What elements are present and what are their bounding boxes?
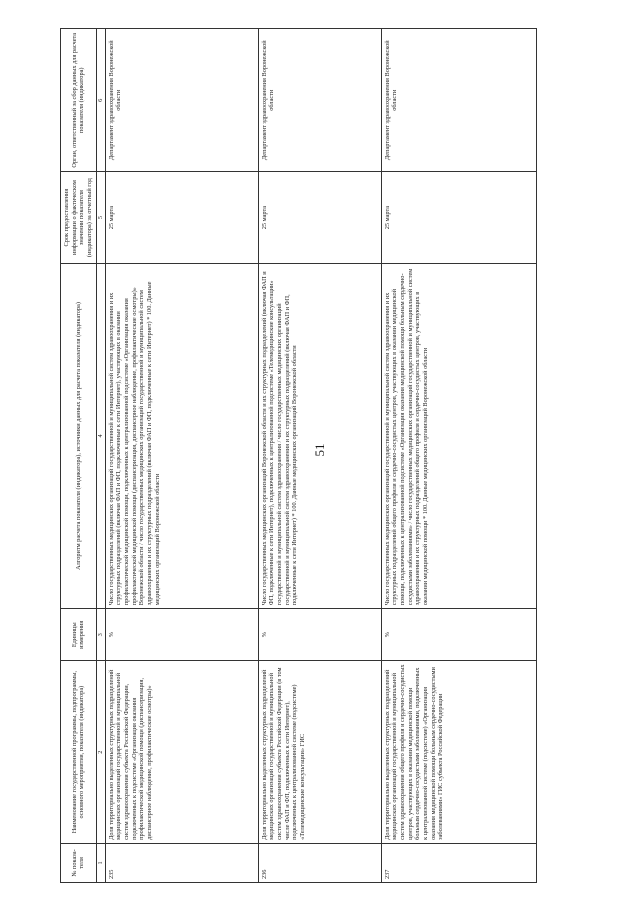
deadline: 25 марта (381, 172, 536, 263)
table-row (381, 29, 536, 883)
page-number: 51 (312, 443, 327, 457)
column-number: 3 (96, 609, 105, 661)
unit: % (105, 609, 258, 661)
column-number: 5 (96, 172, 105, 263)
header-unit: Единицы измерения (61, 609, 97, 661)
header-deadline: Срок предоставления информации о фактическом значении показателя (индикатора) за отчетный год (61, 172, 97, 263)
row-number: 237 (381, 843, 536, 882)
algorithm: Число государственных медицинских организаций Воронежской области и их структурных подразделений (включая ФАП и ФП, подключенные к сети Интернет), подключенных к централизованной подсистеме «Телемедицинские консультации» государственной и муниципальной систем здравоохранения / число государственных медицинских организаций государственной и муниципальной систем здравоохранения и их структурных подразделений (включая ФАП и ФП, подключенные к сети Интернет) * 100. Данные медицинских организаций Воронежской области (258, 263, 381, 609)
unit: % (381, 609, 536, 661)
column-number-row (96, 29, 105, 883)
indicator-name: Доля территориально выделенных структурных подразделений медицинских организаций государственной и муниципальной систем здравоохранения субъекта Российской Федерации, подключенных к подсистеме «Организация оказания профилактической медицинской помощи (диспансеризация, диспансерное наблюдение, профилактические осмотры)» (105, 661, 258, 844)
table-header-row (61, 29, 97, 883)
column-number: 2 (96, 661, 105, 844)
header-responsible-organ: Орган, ответственный за сбор данных для расчета показателя (индикатора) (61, 29, 97, 172)
deadline: 25 марта (105, 172, 258, 263)
column-number: 6 (96, 29, 105, 172)
header-indicator-number: № показа-теля (61, 843, 97, 882)
unit: % (258, 609, 381, 661)
table-row (105, 29, 258, 883)
header-algorithm: Алгоритм расчета показателя (индикатора), источники данных для расчета показателя (индикатора) (61, 263, 97, 609)
row-number: 235 (105, 843, 258, 882)
rotated-table-frame (60, 28, 585, 888)
algorithm: Число государственных медицинских организаций государственной и муниципальной систем здравоохранения и их структурных подразделений общего профиля и сердечно-сосудистых центров, участвующих в оказании медицинской помощи, подключенных к централизованной подсистеме «Организация оказания медицинской помощи больным сердечно-сосудистыми заболеваниями» / число государственных медицинских организаций государственной и муниципальной систем здравоохранения и их структурных подразделений общего профиля и сердечно-сосудистых центров, участвующих в оказании медицинской помощи * 100. Данные медицинских организаций Воронежской области (381, 263, 536, 609)
responsible-organ: Департамент здравоохранения Воронежской области (258, 29, 381, 172)
indicator-name: Доля территориально выделенных структурных подразделений медицинских организаций государственной и муниципальной систем здравоохранения общего профиля и сердечно-сосудистых центров, участвующих в оказании медицинской помощи больным сердечно-сосудистыми заболеваниями, подключенных к централизованной системе (подсистеме) «Организация оказания медицинской помощи больным сердечно-сосудистыми заболеваниями» ГИС субъекта Российской Федерации (381, 661, 536, 844)
responsible-organ: Департамент здравоохранения Воронежской области (105, 29, 258, 172)
column-number: 4 (96, 263, 105, 609)
responsible-organ: Департамент здравоохранения Воронежской области (381, 29, 536, 172)
deadline: 25 марта (258, 172, 381, 263)
column-number: 1 (96, 843, 105, 882)
row-number: 236 (258, 843, 381, 882)
indicator-name: Доля территориально выделенных структурных подразделений медицинских организаций государственной и муниципальной систем здравоохранения субъекта Российской Федерации (в том числе ФАП и ФП, подключенных к сети Интернет), подключенных к централизованной системе (подсистеме) «Телемедицинские консультации» ГИС (258, 661, 381, 844)
header-indicator-name: Наименование государственной программы, подпрограммы, основного мероприятия, показателя (индикатора) (61, 661, 97, 844)
algorithm: Число государственных медицинских организаций государственной и муниципальной систем здравоохранения и их структурных подразделений (включая ФАП и ФП, подключенные к сети Интернет), участвующих в оказании профилактической медицинской помощи, подключенных к централизованной подсистеме «Организация оказания профилактической медицинской помощи (диспансеризация, диспансерное наблюдение, профилактические осмотры)» Воронежской области / число государственных медицинских организаций государственной и муниципальной систем здравоохранения и их структурных подразделений (включая ФАП и ФП, подключенные к сети Интернет) * 100. Данные медицинских организаций Воронежской области (105, 263, 258, 609)
rotated-table-content (60, 28, 585, 883)
indicator-table (60, 28, 537, 883)
table-row (258, 29, 381, 883)
